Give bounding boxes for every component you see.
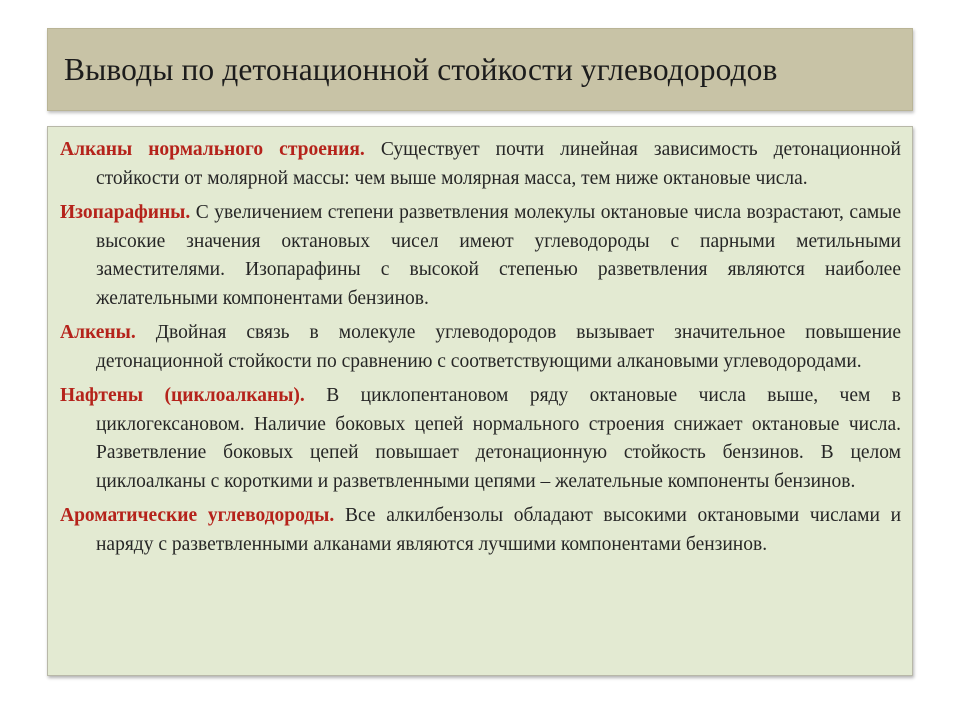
paragraph-alkenes xyxy=(60,319,901,376)
text-isoparaffins: С увеличением степени разветвления молекулы октановые числа возрастают, самые высокие значения октановых чисел имеют углеводороды с парными метильными заместителями. Изопарафины с высокой степенью разветвления являются наиболее желательными компонентами бензинов. xyxy=(96,202,901,309)
paragraph-naphthenes xyxy=(60,382,901,496)
term-naphthenes: Нафтены (циклоалканы). xyxy=(60,385,305,406)
term-alkenes: Алкены. xyxy=(60,322,136,343)
text-aromatics: Все алкилбензолы обладают высокими октановыми числами и наряду с разветвленными алканами являются лучшими компонентами бензинов. xyxy=(96,505,901,555)
slide-title: Выводы по детонационной стойкости углеводородов xyxy=(64,51,778,87)
title-bar xyxy=(47,28,913,111)
text-naphthenes: В циклопентановом ряду октановые числа выше, чем в циклогексановом. Наличие боковых цепей нормального строения снижает октановые числа. Разветвление боковых цепей повышает детонационную стойкость бензинов. В целом циклоалканы с короткими и разветвленными цепями – желательные компоненты бензинов. xyxy=(96,385,901,492)
term-alkanes: Алканы нормального строения. xyxy=(60,139,365,160)
term-isoparaffins: Изопарафины. xyxy=(60,202,191,223)
paragraph-alkanes xyxy=(60,136,901,193)
paragraph-aromatics xyxy=(60,502,901,559)
text-alkanes: Существует почти линейная зависимость детонационной стойкости от молярной массы: чем выше молярная масса, тем ниже октановые числа. xyxy=(96,139,901,189)
paragraph-isoparaffins xyxy=(60,199,901,313)
text-alkenes: Двойная связь в молекуле углеводородов вызывает значительное повышение детонационной стойкости по сравнению с соответствующими алкановыми углеводородами. xyxy=(96,322,901,372)
content-panel xyxy=(47,126,913,676)
term-aromatics: Ароматические углеводороды. xyxy=(60,505,335,526)
